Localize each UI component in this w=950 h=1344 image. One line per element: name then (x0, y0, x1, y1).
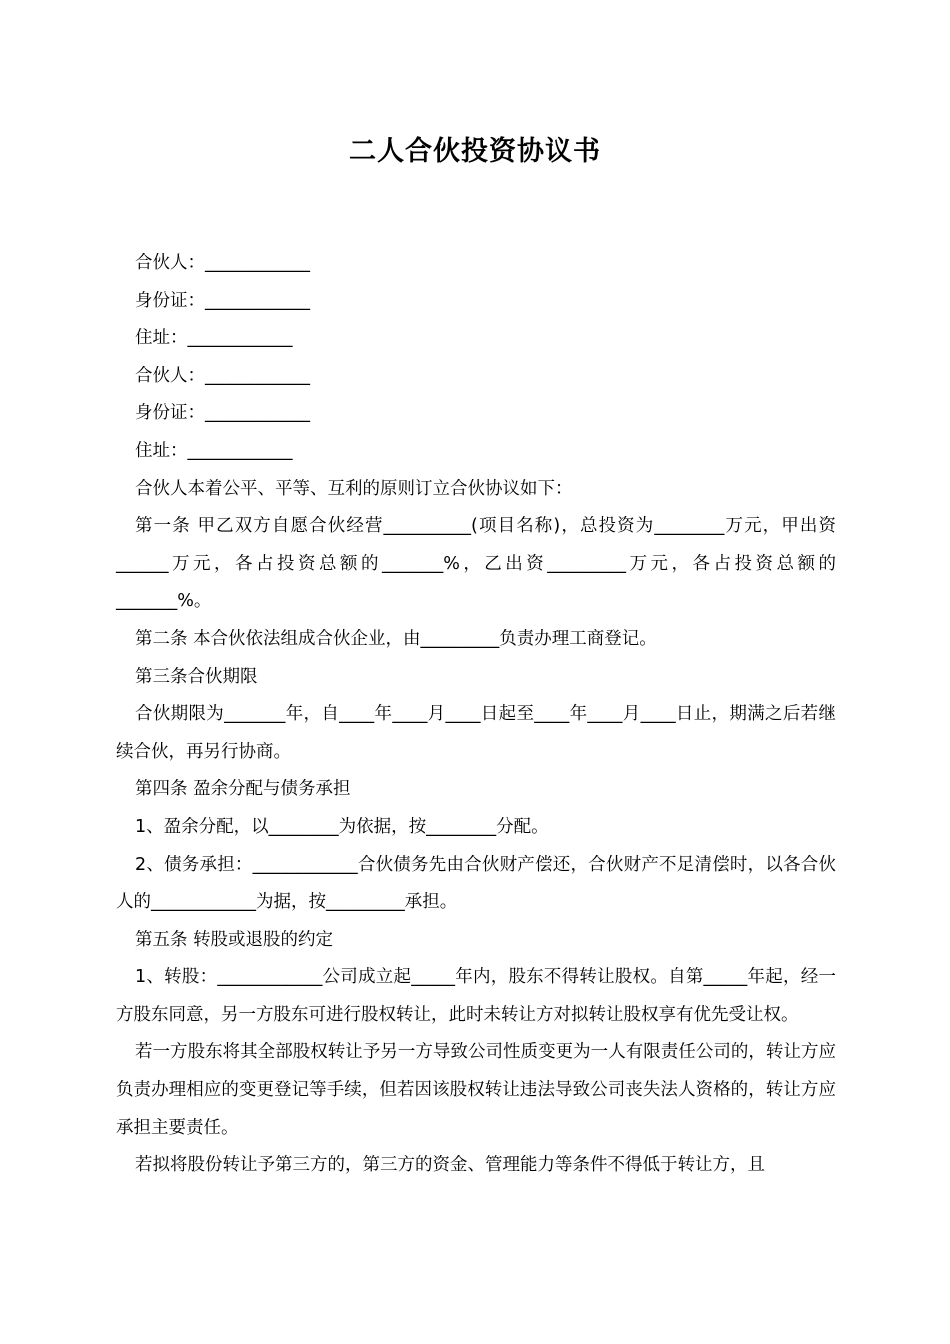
partner-2-address-line: 住址：____________ (135, 440, 293, 461)
article-5-heading: 第五条 转股或退股的约定 (135, 929, 334, 950)
article-4-item-1: 1、盈余分配，以________为依据，按________分配。 (135, 816, 549, 837)
partner-2-name-line: 合伙人：____________ (135, 365, 310, 386)
document-body (116, 245, 836, 1185)
partner-2-id-line: 身份证：____________ (135, 403, 310, 424)
document-title: 二人合伙投资协议书 (349, 136, 601, 167)
partner-1-id-line: 身份证：____________ (135, 290, 310, 311)
article-3-heading: 第三条合伙期限 (135, 666, 258, 687)
article-4-item-2: 2、债务承担：____________合伙债务先由合伙财产偿还，合伙财产不足清偿时，以各合伙人的____________为据，按_________承担。 (116, 854, 836, 913)
article-2-paragraph: 第二条 本合伙依法组成合伙企业，由_________负责办理工商登记。 (135, 628, 657, 649)
partner-1-address-line: 住址：____________ (135, 328, 293, 349)
article-5-item-1: 1、转股：____________公司成立起_____年内，股东不得转让股权。自第_____年起，经一方股东同意，另一方股东可进行股权转让，此时未转让方对拟转让股权享有优先受让权。 (116, 967, 836, 1025)
article-5-paragraph-3: 若拟将股份转让予第三方的，第三方的资金、管理能力等条件不得低于转让方，且 (135, 1155, 765, 1176)
partner-1-name-line: 合伙人：____________ (135, 253, 310, 273)
article-4-heading: 第四条 盈余分配与债务承担 (135, 779, 351, 800)
article-1-paragraph: 第一条 甲乙双方自愿合伙经营__________(项目名称)，总投资为________万元，甲出资______万元，各占投资总额的_______%，乙出资_________万元，各占投资总额的_______%。 (116, 516, 836, 612)
article-3-paragraph: 合伙期限为_______年，自____年____月____日起至____年____月____日止，期满之后若继续合伙，再另行协商。 (116, 704, 836, 762)
preamble-paragraph: 合伙人本着公平、平等、互利的原则订立合伙协议如下： (135, 478, 573, 499)
article-5-paragraph-2: 若一方股东将其全部股权转让予另一方导致公司性质变更为一人有限责任公司的，转让方应负责办理相应的变更登记等手续，但若因该股权转让违法导致公司丧失法人资格的，转让方应承担主要责任。 (116, 1042, 836, 1138)
